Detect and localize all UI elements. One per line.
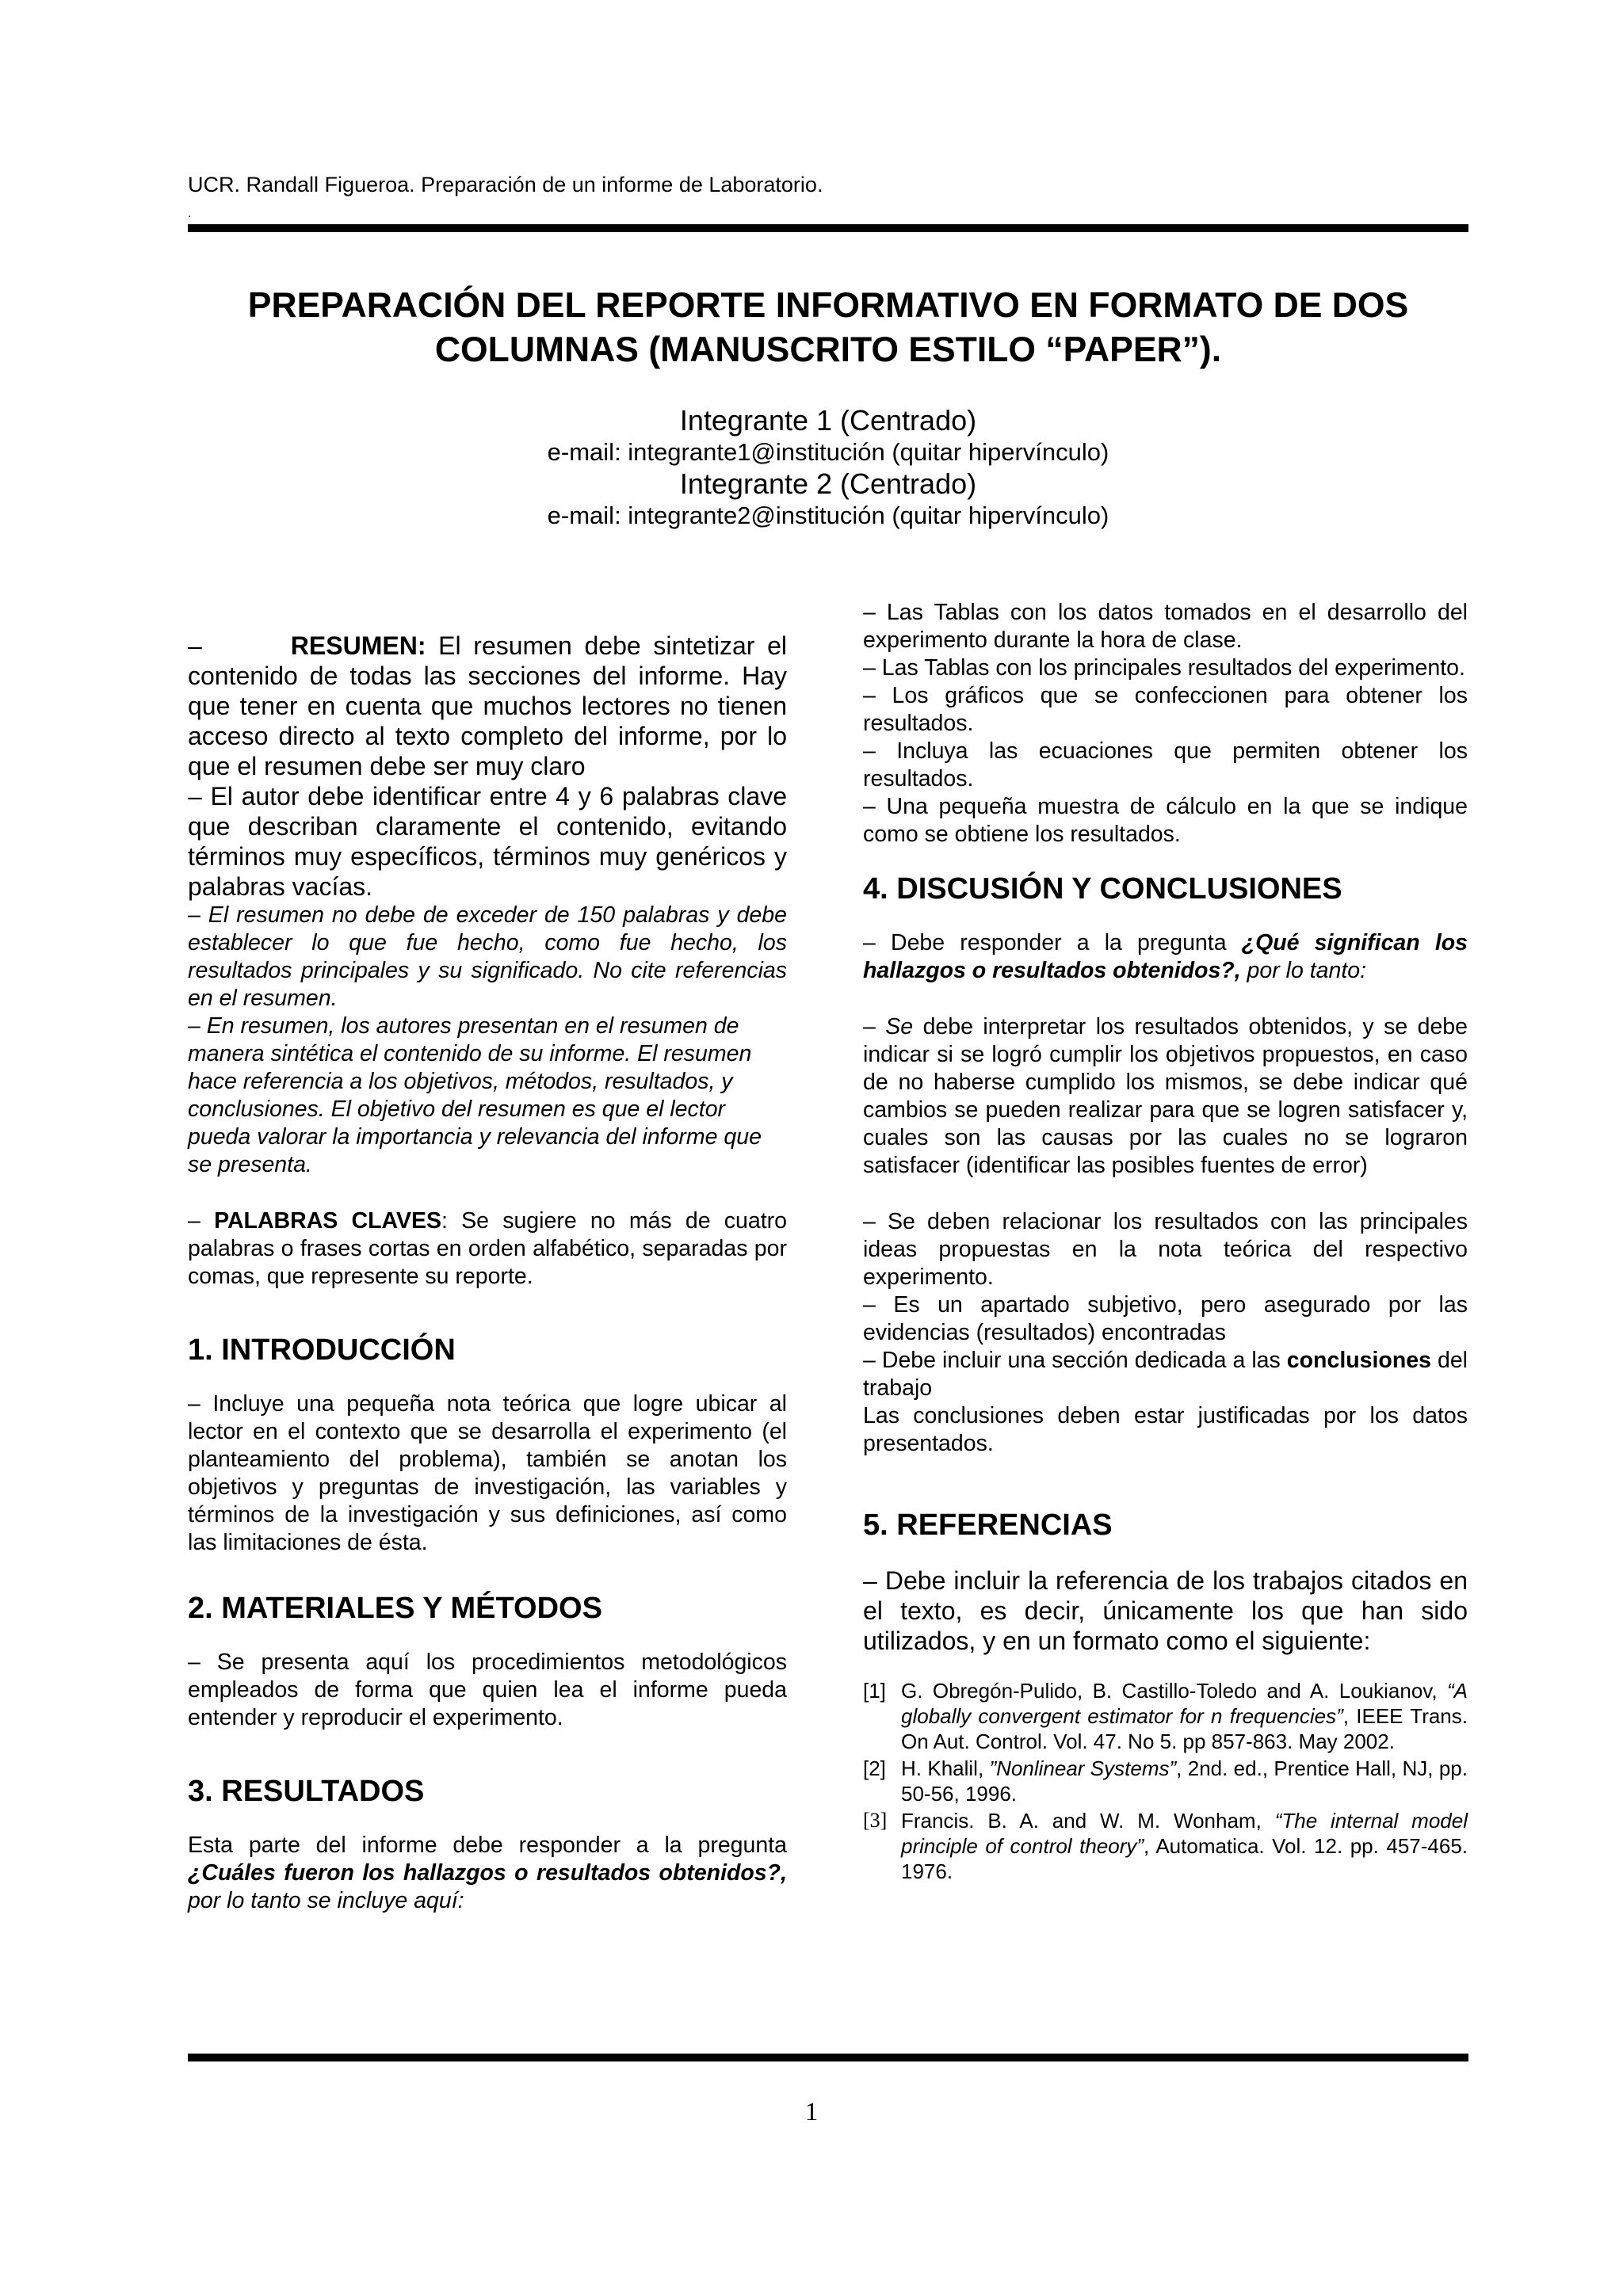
- discusion-interp-prefix: –: [863, 1014, 886, 1039]
- top-rule: [188, 224, 1468, 232]
- resultados-bullet-1: – Las Tablas con los datos tomados en el desarrollo del experimento durante la hora de clase.: [863, 600, 1468, 653]
- discusion-interp-text: debe interpretar los resultados obtenidos, y se debe indicar si se logró cumplir los objetivos propuestos, en caso de no haberse cumplido los mismos, se debe indicar qué cambios se pueden realizar para que se logren satisfacer y, cuales son las causas por las cuales no se lograron satisfacer (identificar las posibles fuentes de error): [863, 1014, 1468, 1178]
- intro-text: – Incluye una pequeña nota teórica que logre ubicar al lector en el contexto que se desarrolla el experimento (el planteamiento del problema), también se anotan los objetivos y preguntas de investigación, las variables y términos de la investigación y sus definiciones, así como las limitaciones de ésta.: [188, 1391, 787, 1555]
- intro-heading: 1. INTRODUCCIÓN: [188, 1333, 456, 1367]
- bottom-rule: [188, 2054, 1468, 2061]
- resultados-bullet-5: – Una pequeña muestra de cálculo en la que se indique como se obtiene los resultados.: [863, 794, 1468, 847]
- reference-item: [863, 1808, 1468, 1884]
- discusion-justificadas: Las conclusiones deben estar justificadas por los datos presentados.: [863, 1403, 1468, 1456]
- title-line-1: PREPARACIÓN DEL REPORTE INFORMATIVO EN FORMATO DE DOS: [247, 286, 1409, 325]
- running-head-dot: .: [188, 207, 192, 220]
- resultados-bullet-3: – Los gráficos que se confeccionen para obtener los resultados.: [863, 683, 1468, 736]
- discusion-relacionar: – Se deben relacionar los resultados con las principales ideas propuestas en la nota teórica del respectivo experimento.: [863, 1209, 1468, 1290]
- resumen-label: RESUMEN:: [290, 631, 426, 660]
- running-head: UCR. Randall Figueroa. Preparación de un informe de Laboratorio.: [188, 173, 823, 196]
- left-column: [188, 599, 787, 1915]
- discusion-question: [863, 929, 1468, 985]
- author-1-email: e-mail: integrante1@institución (quitar hipervínculo): [547, 438, 1109, 466]
- resumen-paragraph: [188, 631, 787, 781]
- resultados-question: ¿Cuáles fueron los hallazgos o resultados obtenidos?,: [188, 1860, 787, 1886]
- reference-list: [863, 1678, 1468, 1884]
- resultados-heading: 3. RESULTADOS: [188, 1775, 425, 1808]
- reference-title: “A globally convergent estimator for n frequencies”: [901, 1679, 1468, 1728]
- palabras-claves-paragraph: [188, 1207, 787, 1291]
- discusion-incluir-bold: conclusiones: [1286, 1348, 1431, 1373]
- referencias-heading: 5. REFERENCIAS: [863, 1508, 1113, 1542]
- paper-title: [188, 284, 1468, 372]
- materiales-heading: 2. MATERIALES Y MÉTODOS: [188, 1592, 602, 1625]
- page-number: 1: [804, 2098, 819, 2126]
- palabras-dash: –: [188, 1208, 215, 1234]
- resumen-no-exceder: – El resumen no debe de exceder de 150 palabras y debe establecer lo que fue hecho, como fue hecho, los resultados principales y su significado. No cite referencias en el resumen.: [188, 902, 787, 1011]
- reference-authors: Francis. B. A. and W. M. Wonham,: [901, 1809, 1275, 1833]
- discusion-incluir-prefix: – Debe incluir una sección dedicada a las: [863, 1348, 1287, 1373]
- reference-title: ”Nonlinear Systems”: [989, 1756, 1177, 1780]
- right-column: [863, 599, 1468, 1886]
- resultados-bullet-4: – Incluya las ecuaciones que permiten obtener los resultados.: [863, 738, 1468, 791]
- reference-authors: H. Khalil,: [901, 1756, 990, 1780]
- reference-item: [863, 1678, 1468, 1754]
- resultados-plain: Esta parte del informe debe responder a la pregunta: [188, 1833, 787, 1858]
- discusion-heading: 4. DISCUSIÓN Y CONCLUSIONES: [863, 872, 1342, 906]
- reference-title: “The internal model principle of control theory”: [901, 1809, 1468, 1858]
- reference-details: , 2nd. ed., Prentice Hall, NJ, pp. 50-56, 1996.: [901, 1756, 1468, 1806]
- reference-number: [2]: [863, 1756, 886, 1780]
- reference-number: [1]: [863, 1679, 886, 1703]
- discusion-subjetivo: – Es un apartado subjetivo, pero asegurado por las evidencias (resultados) encontradas: [863, 1292, 1468, 1345]
- reference-item: [863, 1756, 1468, 1806]
- title-line-2: COLUMNAS (MANUSCRITO ESTILO “PAPER”).: [434, 330, 1222, 369]
- reference-details: , Automatica. Vol. 12. pp. 457-465. 1976.: [901, 1834, 1468, 1883]
- resumen-dash: –: [188, 631, 202, 660]
- discusion-q-suffix: por lo tanto:: [1240, 958, 1367, 983]
- palabras-label: PALABRAS CLAVES: [214, 1208, 441, 1234]
- reference-number: [3]: [863, 1809, 888, 1832]
- referencias-text: – Debe incluir la referencia de los trabajos citados en el texto, es decir, únicamente los que han sido utilizados, y en un formato como el siguiente:: [863, 1566, 1468, 1655]
- resultados-text: [188, 1832, 787, 1915]
- palabras-text: : Se sugiere no más de cuatro palabras o frases cortas en orden alfabético, separadas por comas, que represente su reporte.: [188, 1208, 787, 1289]
- discusion-interp-se: Se: [885, 1014, 914, 1039]
- resultados-end: por lo tanto se incluye aquí:: [188, 1888, 464, 1913]
- discusion-interpretar: [863, 1013, 1468, 1180]
- author-2-name: Integrante 2 (Centrado): [679, 467, 977, 500]
- discusion-incluir-suffix: del trabajo: [863, 1348, 1468, 1401]
- materiales-text: – Se presenta aquí los procedimientos metodológicos empleados de forma que quien lea el informe pueda entender y reproducir el experimento.: [188, 1650, 787, 1730]
- reference-authors: G. Obregón-Pulido, B. Castillo-Toledo and A. Loukianov,: [901, 1679, 1447, 1703]
- reference-details: , IEEE Trans. On Aut. Control. Vol. 47. No 5. pp 857-863. May 2002.: [901, 1704, 1468, 1753]
- discusion-q-prefix: – Debe responder a la pregunta: [863, 930, 1242, 955]
- author-2-email: e-mail: integrante2@institución (quitar hipervínculo): [547, 502, 1109, 529]
- resumen-en-resumen: – En resumen, los autores presentan en el resumen de manera sintética el contenido de su informe. El resumen hace referencia a los objetivos, métodos, resultados, y conclusiones. El objetivo del resumen es que el lector pueda valorar la importancia y relevancia del informe que se presenta.: [188, 1013, 762, 1177]
- resultados-bullet-2: – Las Tablas con los principales resultados del experimento.: [863, 655, 1465, 681]
- discusion-q-bold: ¿Qué significan los hallazgos o resultados obtenidos?,: [863, 930, 1468, 983]
- discusion-incluir: [863, 1347, 1468, 1402]
- resumen-text: El resumen debe sintetizar el contenido de todas las secciones del informe. Hay que tener en cuenta que muchos lectores no tienen acceso directo al texto completo del informe, por lo que el resumen debe ser muy claro: [188, 631, 787, 780]
- author-block: [188, 404, 1468, 531]
- author-1-name: Integrante 1 (Centrado): [679, 404, 977, 437]
- resumen-autor: – El autor debe identificar entre 4 y 6 palabras clave que describan claramente el contenido, evitando términos muy específicos, términos muy genéricos y palabras vacías.: [188, 782, 787, 901]
